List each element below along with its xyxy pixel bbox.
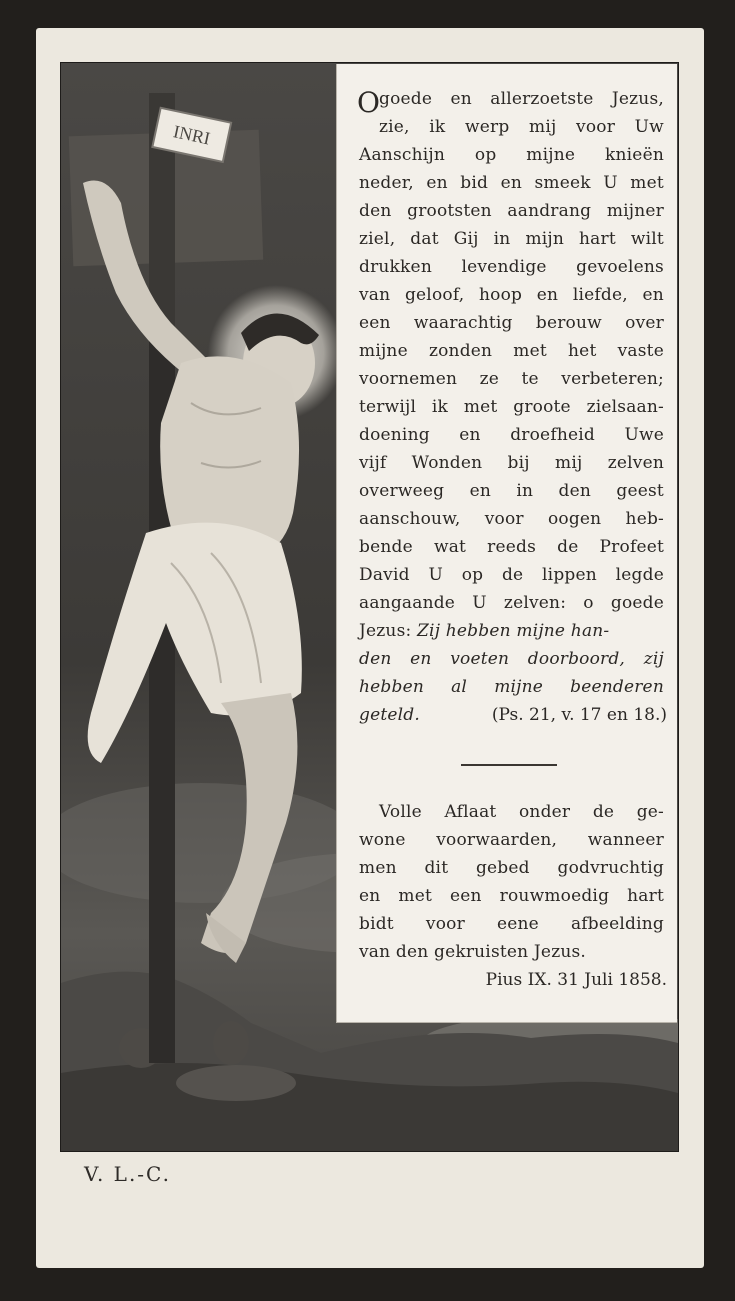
prayer-line: Jezus: — [359, 621, 412, 641]
inri-inscription: INRI — [171, 121, 212, 149]
psalm-quote-line: Zij hebben mijne han- — [417, 621, 610, 641]
publisher-initials: V. L.-C. — [84, 1162, 172, 1186]
prayer-line: mijne zonden met het vaste — [359, 341, 664, 361]
psalm-quote-line: hebben al mijne beenderen — [359, 677, 664, 697]
prayer-line: doening en droefheid Uwe — [359, 425, 664, 445]
prayer-line: zie, ik werp mij voor Uw — [379, 117, 664, 137]
prayer-line: een waarachtig berouw over — [359, 313, 664, 333]
indulgence-line: van den gekruisten Jezus. — [359, 942, 587, 962]
prayer-line-mixed — [359, 621, 664, 641]
prayer-line: voornemen ze te verbeteren; — [359, 369, 664, 389]
prayer-line: aangaande U zelven: o goede — [359, 593, 664, 613]
indulgence-line: en met een rouwmoedig hart — [359, 886, 664, 906]
prayer-text-panel — [336, 64, 677, 1023]
prayer-line: den grootsten aandrang mijner — [359, 201, 664, 221]
prayer-line: bende wat reeds de Profeet — [359, 537, 664, 557]
drop-cap: O — [357, 86, 380, 119]
psalm-quote-line: den en voeten doorboord, zij — [359, 649, 664, 669]
prayer-line: goede en allerzoetste Jezus, — [379, 89, 664, 109]
prayer-line: Aanschijn op mijne knieën — [359, 145, 664, 165]
prayer-line: David U op de lippen legde — [359, 565, 664, 585]
prayer-line: neder, en bid en smeek U met — [359, 173, 664, 193]
prayer-line: van geloof, hoop en liefde, en — [359, 285, 664, 305]
indulgence-line: bidt voor eene afbeelding — [359, 914, 664, 934]
section-divider — [461, 764, 557, 766]
prayer-line: aanschouw, voor oogen heb- — [359, 509, 664, 529]
psalm-reference: (Ps. 21, v. 17 en 18.) — [491, 705, 667, 725]
indulgence-line: men dit gebed godvruchtig — [359, 858, 664, 878]
prayer-line: vijf Wonden bij mij zelven — [359, 453, 664, 473]
indulgence-line: wone voorwaarden, wanneer — [359, 830, 664, 850]
prayer-line: overweeg en in den geest — [359, 481, 664, 501]
prayer-line: terwijl ik met groote zielsaan- — [359, 397, 664, 417]
prayer-line: ziel, dat Gij in mijn hart wilt — [359, 229, 664, 249]
indulgence-line: Volle Aflaat onder de ge- — [379, 802, 664, 822]
psalm-quote-line: geteld. — [359, 705, 420, 725]
prayer-line: drukken levendige gevoelens — [359, 257, 664, 277]
papal-signature: Pius IX. 31 Juli 1858. — [485, 970, 667, 990]
